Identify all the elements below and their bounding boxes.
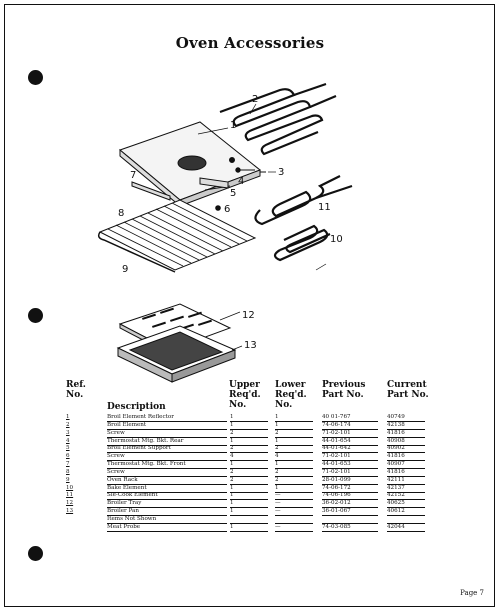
table-cell: —	[275, 500, 313, 508]
table-cell: Screw	[107, 430, 227, 438]
table-cell: Broil Element	[107, 422, 227, 430]
table-cell: 3	[66, 429, 70, 436]
table-cell: 40612	[387, 508, 425, 516]
table-cell	[387, 516, 425, 524]
binder-hole-middle	[28, 308, 43, 323]
table-cell: Broiler Tray	[107, 500, 227, 508]
table-cell: 1	[275, 422, 313, 430]
table-cell: 9	[66, 476, 70, 483]
callout-4: 4	[238, 176, 245, 187]
table-cell: 2	[275, 469, 313, 477]
table-cell: 40908	[387, 438, 425, 446]
table-cell	[230, 516, 268, 524]
table-cell: Screw	[107, 469, 227, 477]
table-cell: 1	[230, 500, 268, 508]
table-cell: 2	[275, 430, 313, 438]
table-cell: 74-06-196	[322, 492, 378, 500]
table-row	[66, 461, 458, 469]
table-cell: 1	[230, 508, 268, 516]
table-cell: 40 01-767	[322, 414, 378, 422]
table-cell: 40749	[387, 414, 425, 422]
callout-12: 12	[242, 310, 255, 321]
callout-13: 13	[244, 340, 257, 351]
table-row	[66, 469, 458, 477]
table-cell: —	[275, 508, 313, 516]
table-cell: Bake Element	[107, 485, 227, 493]
callout-3: 3	[278, 167, 285, 178]
callout-2: 2	[252, 94, 259, 105]
table-cell: Thermostat Mtg. Bkt. Rear	[107, 438, 227, 446]
table-cell: 2	[230, 477, 268, 485]
table-cell: 5	[66, 445, 70, 452]
table-cell: 42044	[387, 524, 425, 532]
table-cell: 74-06-174	[322, 422, 378, 430]
header-description: Description	[107, 402, 166, 412]
table-cell: 1	[66, 414, 70, 420]
table-row	[66, 516, 458, 524]
table-cell: 44-01-653	[322, 461, 378, 469]
header-current: Current Part No.	[387, 380, 429, 400]
table-cell	[275, 516, 313, 524]
header-ref: Ref. No.	[66, 380, 86, 400]
table-row	[66, 492, 458, 500]
table-cell: 2	[230, 445, 268, 453]
table-row	[66, 508, 458, 516]
table-cell: 1	[230, 485, 268, 493]
table-cell: Items Not Shown	[107, 516, 227, 524]
table-cell: 44-01-642	[322, 445, 378, 453]
callout-5: 5	[230, 188, 237, 199]
callout-7: 7	[130, 170, 137, 181]
table-cell: 12	[66, 500, 74, 507]
page-number: Page 7	[460, 589, 484, 597]
callout-6: 6	[224, 204, 231, 215]
parts-table	[66, 414, 458, 532]
table-cell: 1	[275, 485, 313, 493]
table-cell: 2	[66, 421, 70, 428]
table-cell: 2	[230, 469, 268, 477]
table-row	[66, 524, 458, 532]
broil-element-reflector	[120, 122, 260, 206]
table-cell: 11	[66, 492, 74, 499]
table-cell: 42138	[387, 422, 425, 430]
table-cell: 1	[230, 414, 268, 422]
table-cell: 44-01-654	[322, 438, 378, 446]
callout-8: 8	[118, 208, 125, 219]
table-row	[66, 445, 458, 453]
table-row	[66, 438, 458, 446]
sel-cook-element	[255, 176, 352, 224]
table-cell: 2	[275, 445, 313, 453]
table-cell: 40902	[387, 445, 425, 453]
table-row	[66, 422, 458, 430]
table-row	[66, 477, 458, 485]
table-cell: Screw	[107, 453, 227, 461]
table-cell: 36-02-012	[322, 500, 378, 508]
table-cell: 8	[66, 468, 70, 475]
table-cell: 1	[230, 492, 268, 500]
callout-10: 10	[330, 234, 343, 245]
parts-diagram	[80, 60, 400, 390]
table-cell: 13	[66, 508, 74, 515]
table-cell: 1	[230, 422, 268, 430]
table-cell: 42137	[387, 485, 425, 493]
binder-hole-bottom	[28, 546, 43, 561]
table-cell: 1	[230, 461, 268, 469]
table-row	[66, 485, 458, 493]
table-cell: 41816	[387, 430, 425, 438]
table-cell: 40625	[387, 500, 425, 508]
table-cell: —	[275, 492, 313, 500]
table-cell: 42111	[387, 477, 425, 485]
table-cell: 74-03-085	[322, 524, 378, 532]
table-cell: 42152	[387, 492, 425, 500]
table-cell: Meat Probe	[107, 524, 227, 532]
table-cell: 10	[66, 484, 74, 491]
table-cell: 71-02-101	[322, 430, 378, 438]
table-cell: 71-02-101	[322, 453, 378, 461]
table-cell: 74-06-172	[322, 485, 378, 493]
table-cell: 1	[275, 438, 313, 446]
broil-element	[220, 84, 336, 154]
table-cell: 1	[275, 414, 313, 422]
table-cell: 40907	[387, 461, 425, 469]
table-cell: 71-02-101	[322, 469, 378, 477]
table-row	[66, 414, 458, 422]
table-cell: 6	[66, 453, 70, 460]
bake-element	[275, 226, 330, 260]
table-row	[66, 500, 458, 508]
table-cell: Thermostat Mtg. Bkt. Front	[107, 461, 227, 469]
table-cell: 4	[230, 453, 268, 461]
table-row	[66, 453, 458, 461]
table-cell	[322, 516, 378, 524]
callout-9: 9	[122, 264, 129, 275]
table-cell: 1	[230, 524, 268, 532]
table-cell: 1	[275, 461, 313, 469]
table-cell: 7	[66, 461, 70, 468]
table-cell: —	[275, 524, 313, 532]
table-cell: 4	[66, 437, 70, 444]
table-cell: 2	[230, 430, 268, 438]
table-cell: 41816	[387, 453, 425, 461]
page-title: Oven Accessories	[175, 34, 325, 52]
table-cell: Oven Rack	[107, 477, 227, 485]
table-cell: 2	[275, 477, 313, 485]
table-cell: 41816	[387, 469, 425, 477]
table-cell: Broil Element Support	[107, 445, 227, 453]
table-cell: Broil Element Reflector	[107, 414, 227, 422]
table-cell: 4	[275, 453, 313, 461]
table-cell: Broiler Pan	[107, 508, 227, 516]
header-previous: Previous Part No.	[322, 380, 366, 400]
callout-1: 1	[230, 120, 237, 131]
binder-hole-top	[28, 70, 43, 85]
table-cell: 36-01-067	[322, 508, 378, 516]
header-upper: Upper Req'd. No.	[229, 380, 261, 410]
table-cell: 28-01-099	[322, 477, 378, 485]
header-lower: Lower Req'd. No.	[275, 380, 307, 410]
table-cell: 1	[230, 438, 268, 446]
callout-11: 11	[318, 202, 331, 213]
table-cell: Sle-Cook Element	[107, 492, 227, 500]
table-row	[66, 430, 458, 438]
